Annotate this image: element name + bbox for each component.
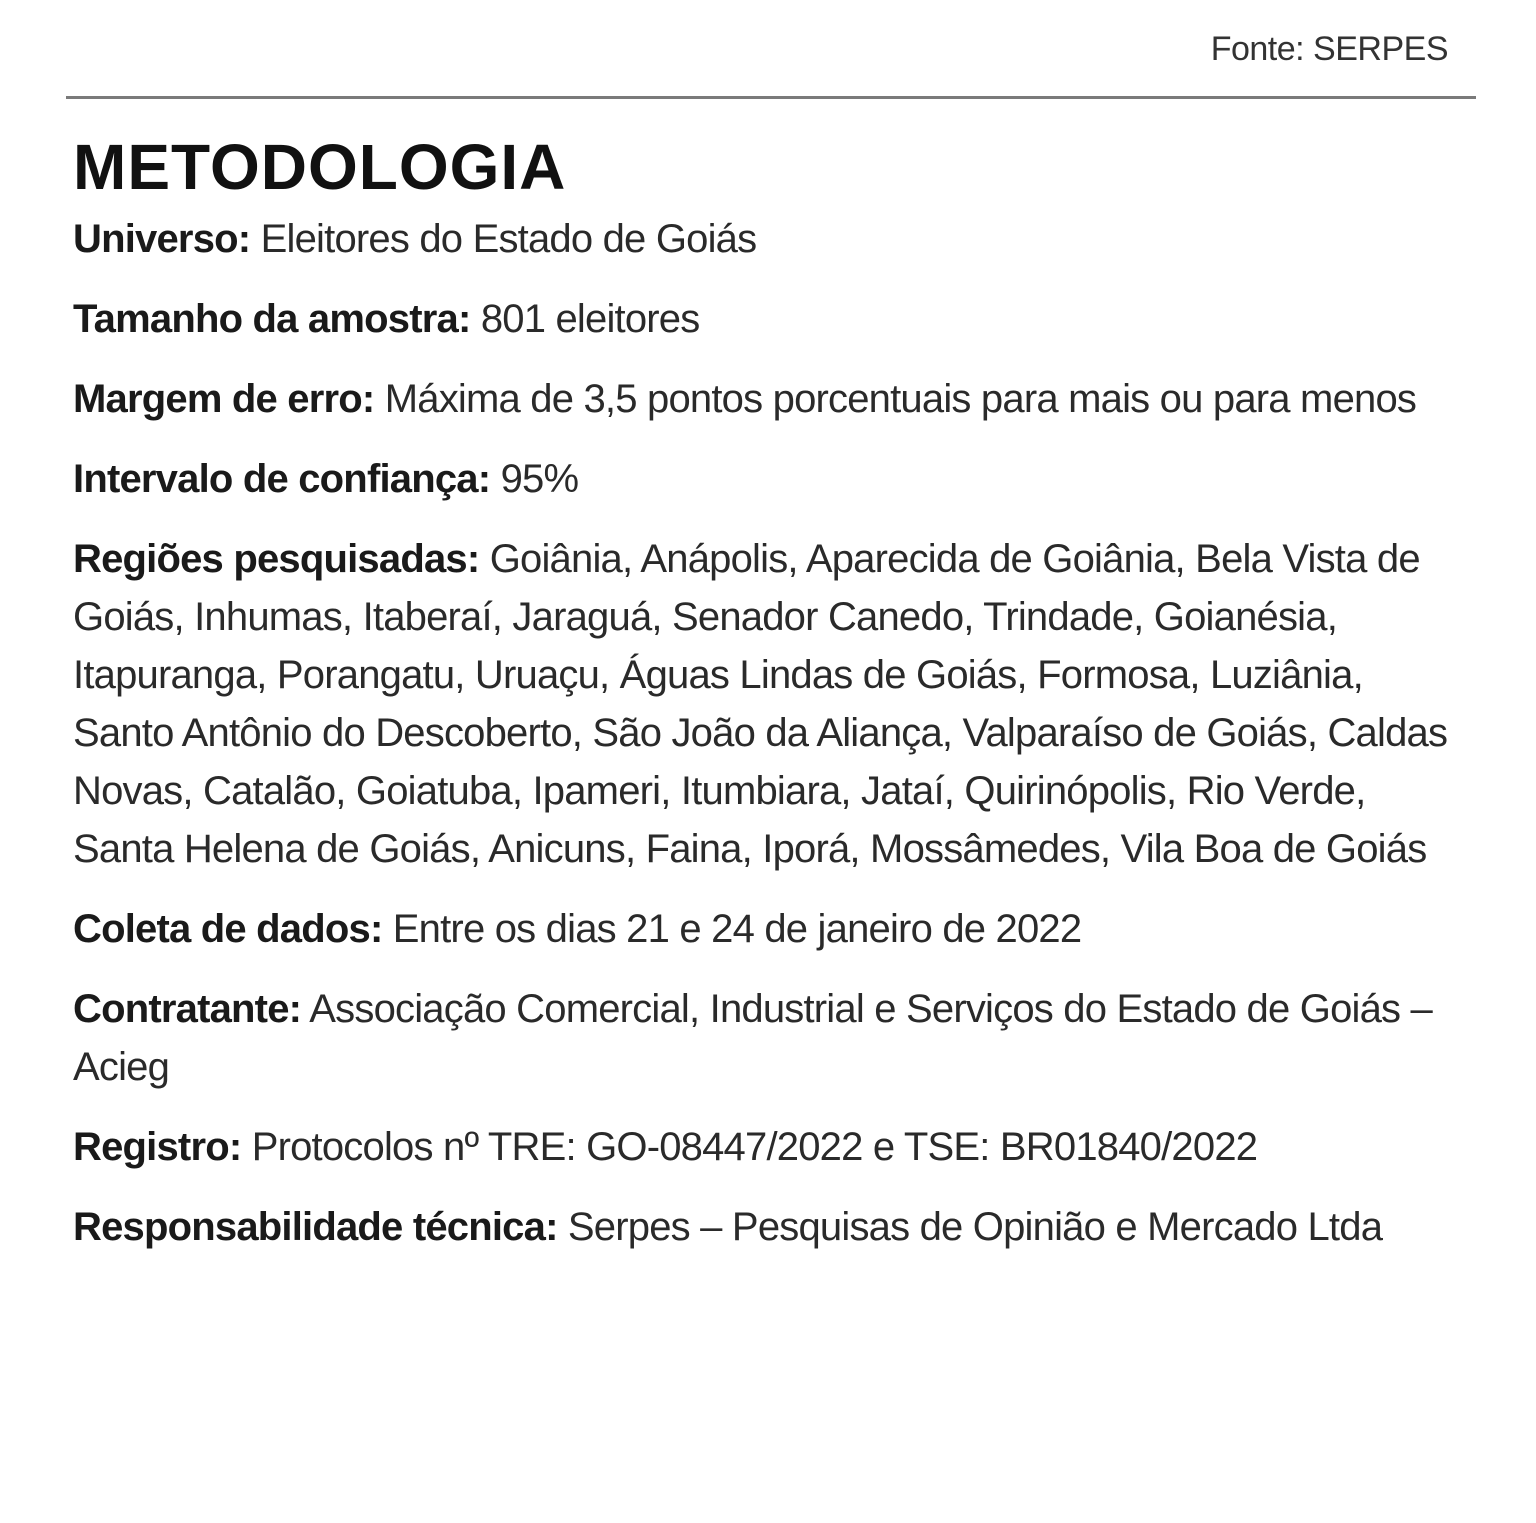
item-label: Margem de erro: xyxy=(73,377,375,421)
item-value: Associação Comercial, Industrial e Serviços do Estado de Goiás – Acieg xyxy=(73,987,1433,1089)
item-label: Universo: xyxy=(73,217,251,261)
methodology-item-intervalo-confianca xyxy=(73,450,1453,508)
item-label: Regiões pesquisadas: xyxy=(73,537,480,581)
methodology-item-regioes xyxy=(73,530,1453,878)
section-title: METODOLOGIA xyxy=(73,131,567,203)
methodology-item-contratante xyxy=(73,980,1453,1096)
methodology-item-responsabilidade xyxy=(73,1198,1453,1256)
item-label: Coleta de dados: xyxy=(73,907,383,951)
methodology-item-coleta xyxy=(73,900,1453,958)
item-value: Serpes – Pesquisas de Opinião e Mercado Ltda xyxy=(567,1205,1383,1249)
item-value: Entre os dias 21 e 24 de janeiro de 2022 xyxy=(392,907,1082,951)
item-value: Máxima de 3,5 pontos porcentuais para mais ou para menos xyxy=(384,377,1417,421)
item-label: Responsabilidade técnica: xyxy=(73,1205,558,1249)
item-value: Protocolos nº TRE: GO-08447/2022 e TSE: BR01840/2022 xyxy=(251,1125,1258,1169)
item-label: Tamanho da amostra: xyxy=(73,297,471,341)
methodology-item-registro xyxy=(73,1118,1453,1176)
header-divider xyxy=(66,96,1476,99)
methodology-item-margem-erro xyxy=(73,370,1453,428)
item-value: Eleitores do Estado de Goiás xyxy=(260,217,757,261)
methodology-item-tamanho-amostra xyxy=(73,290,1453,348)
item-value: 95% xyxy=(500,457,579,501)
methodology-item-universo xyxy=(73,210,1453,268)
methodology-section xyxy=(73,130,1453,1278)
item-label: Contratante: xyxy=(73,987,302,1031)
item-value: Goiânia, Anápolis, Aparecida de Goiânia, Bela Vista de Goiás, Inhumas, Itaberaí, Jaraguá, Senador Canedo, Trindade, Goianésia, Itapuranga, Porangatu, Uruaçu, Águas Lindas de Goiás, Formosa, Luziânia, Santo Antônio do Descoberto, São João da Aliança, Valparaíso de Goiás, Caldas Novas, Catalão, Goiatuba, Ipameri, Itumbiara, Jataí, Quirinópolis, Rio Verde, Santa Helena de Goiás, Anicuns, Faina, Iporá, Mossâmedes, Vila Boa de Goiás xyxy=(73,537,1448,871)
item-value: 801 eleitores xyxy=(480,297,700,341)
item-label: Registro: xyxy=(73,1125,242,1169)
item-label: Intervalo de confiança: xyxy=(73,457,491,501)
source-credit: Fonte: SERPES xyxy=(1210,30,1448,68)
